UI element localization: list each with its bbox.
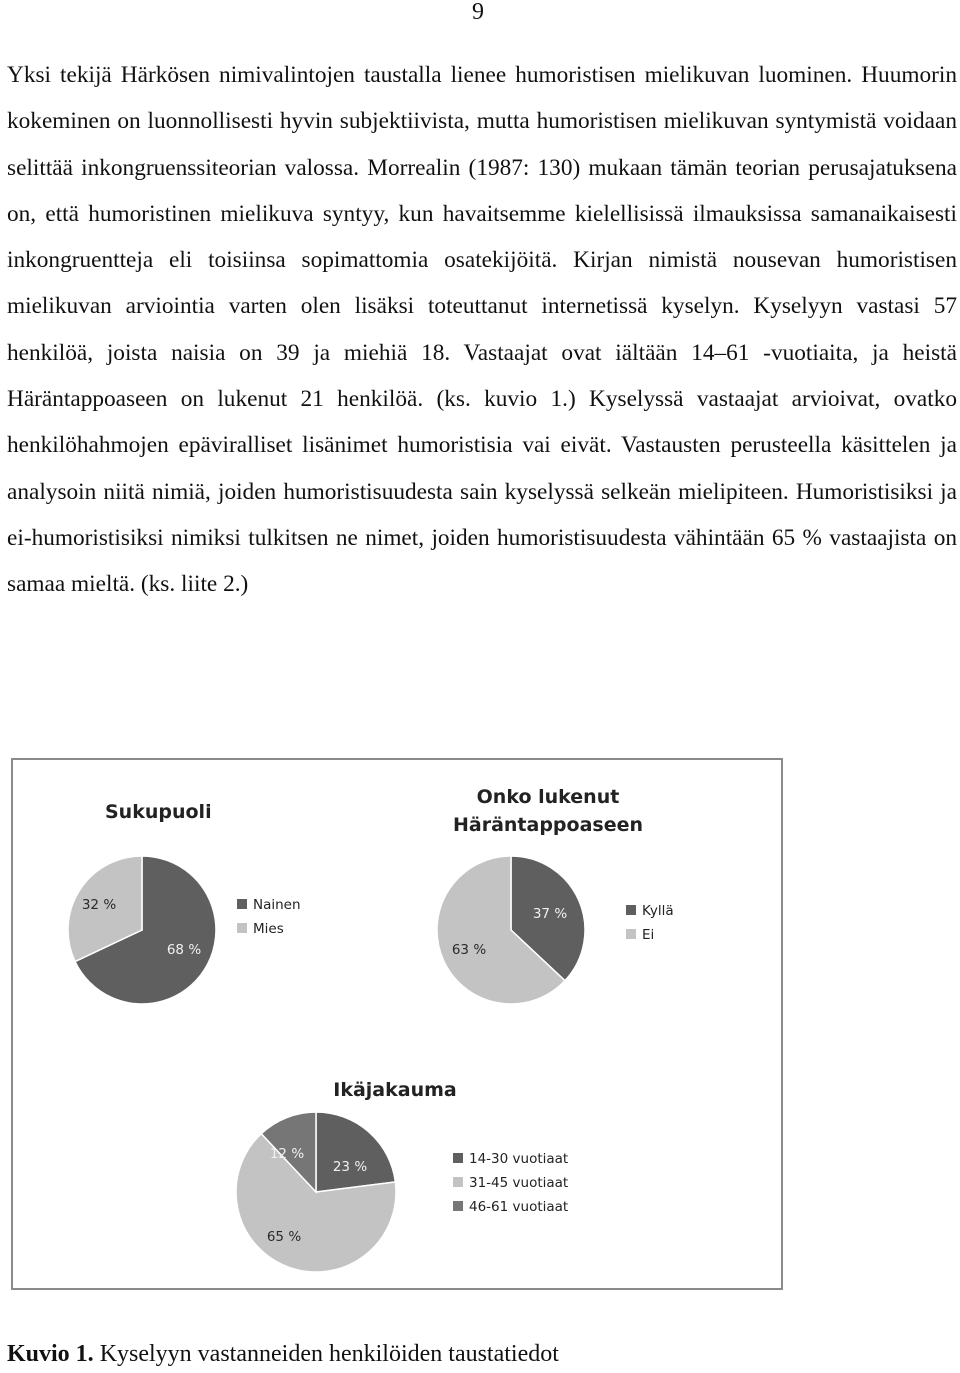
- slice-label-2-2: 63 %: [451, 942, 487, 958]
- figure-charts: [13, 760, 781, 1288]
- chart-title-2-line-2: Häräntappoaseen: [452, 814, 644, 836]
- legend-swatch-2-1: [626, 905, 636, 915]
- legend-swatch-3-3: [453, 1201, 463, 1211]
- legend-label-1-2: Mies: [253, 921, 284, 937]
- slice-label-3-2: 65 %: [266, 1229, 302, 1245]
- legend-label-1-1: Nainen: [253, 897, 301, 913]
- figure-box: [11, 758, 783, 1290]
- slice-label-3-3: 12 %: [269, 1146, 305, 1162]
- legend-swatch-1-1: [237, 899, 247, 909]
- chart-title-2-line-1: Onko lukenut: [476, 786, 620, 808]
- legend-swatch-1-2: [237, 923, 247, 933]
- caption-label: Kuvio 1.: [7, 1341, 94, 1367]
- figure-caption: [7, 1339, 559, 1369]
- legend-swatch-3-2: [453, 1177, 463, 1187]
- slice-label-2-1: 37 %: [532, 906, 568, 922]
- slice-label-3-1: 23 %: [332, 1159, 368, 1175]
- legend-label-3-1: 14-30 vuotiaat: [469, 1151, 569, 1167]
- legend-swatch-2-2: [626, 929, 636, 939]
- slice-label-1-2: 32 %: [81, 897, 117, 913]
- slice-label-1-1: 68 %: [166, 942, 202, 958]
- legend-label-2-1: Kyllä: [642, 903, 674, 919]
- caption-text: Kyselyyn vastanneiden henkilöiden taustatiedot: [93, 1341, 559, 1367]
- legend-swatch-3-1: [453, 1153, 463, 1163]
- body-paragraph: Yksi tekijä Härkösen nimivalintojen taustalla lienee humoristisen mielikuvan luominen. Huumorin kokeminen on luonnollisesti hyvin subjektiivista, mutta humoristisen mielikuvan syntymistä voidaan selittää inkongruenssiteorian valossa. Morrealin (1987: 130) mukaan tämän teorian perusajatuksena on, että humoristinen mielikuva syntyy, kun havaitsemme kielellisissä ilmauksissa samanaikaisesti inkongruentteja eli toisiinsa sopimattomia osatekijöitä. Kirjan nimistä nousevan humoristisen mielikuvan arviointia varten olen lisäksi toteuttanut internetissä kyselyn. Kyselyyn vastasi 57 henkilöä, joista naisia on 39 ja miehiä 18. Vastaajat ovat iältään 14–61 -vuotiaita, ja heistä Häräntappoaseen on lukenut 21 henkilöä. (ks. kuvio 1.) Kyselyssä vastaajat arvioivat, ovatko henkilöhahmojen epäviralliset lisänimet humoristisia vai eivät. Vastausten perusteella käsittelen ja analysoin niitä nimiä, joiden humoristisuudesta sain kyselyssä selkeän mielipiteen. Humoristisiksi ja ei-humoristisiksi nimiksi tulkitsen ne nimet, joiden humoristisuudesta vähintään 65 % vastaajista on samaa mieltä. (ks. liite 2.): [7, 62, 957, 598]
- chart-title-1: Sukupuoli: [105, 801, 212, 823]
- chart-title-3: Ikäjakauma: [333, 1079, 457, 1101]
- page-number: 9: [472, 0, 484, 25]
- legend-label-2-2: Ei: [642, 927, 655, 943]
- pie-slice-3-1: [316, 1112, 395, 1192]
- legend-label-3-2: 31-45 vuotiaat: [469, 1175, 569, 1191]
- legend-label-3-3: 46-61 vuotiaat: [469, 1199, 569, 1215]
